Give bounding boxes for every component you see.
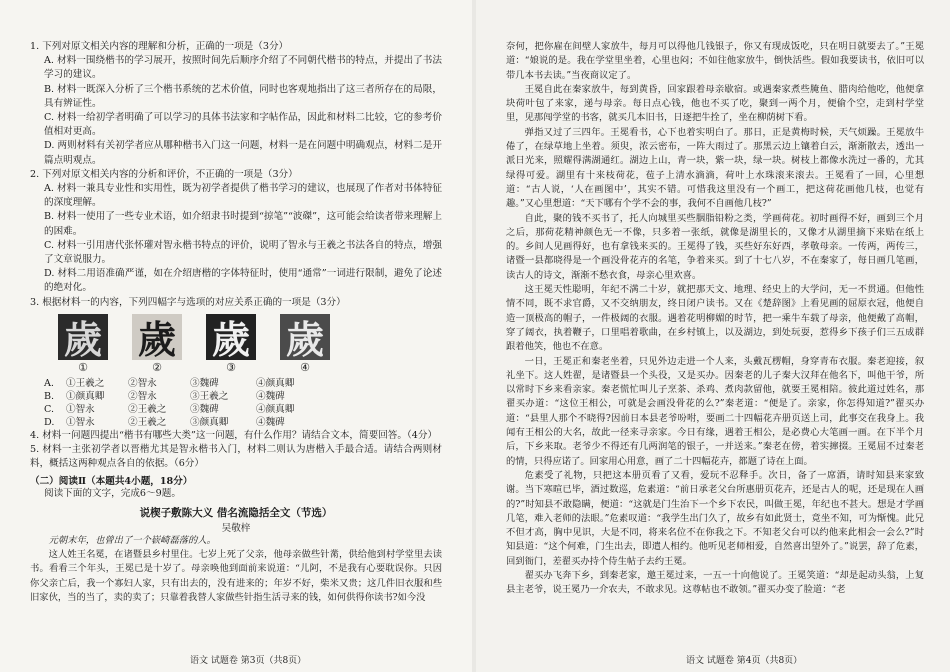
choice-item: ④颜真卿: [256, 403, 295, 415]
question-list: [30, 40, 442, 310]
choice-item: ③王羲之: [190, 390, 229, 402]
question-5: 5. 材料一主张初学者以晋楷尤其是智永楷书入门，材料二则认为唐楷入手最合适。请结合两则材料，概括这两种观点各自的依据。（6分）: [30, 444, 442, 470]
story-paragraph: 弹指又过了三四年。王冕看书，心下也着实明白了。那日，正是黄梅时候，天气烦躁。王冕放牛倦了，在绿草地上坐着。须臾，浓云密布，一阵大雨过了。那黑云边上镶着白云，渐渐散去，透出一派日光来，照耀得满湖通红。湖边上山，青一块，紫一块，绿一块。树枝上都像水洗过一番的，尤其绿得可爱。湖里有十来枝荷花，苞子上清水滴滴，荷叶上水珠滚来滚去。王冕看了一回，心里想道：“古人说，‘人在画图中’，其实不错。可惜我这里没有一个画工，把这荷花画他几枝，也觉有趣。”又心里想道：“天下哪有个学不会的事，我何不自画他几枝?”: [506, 126, 924, 210]
story-paragraph: 这人姓王名冕，在诸暨县乡村里住。七岁上死了父亲，他母亲做些针黹，供给他到村学堂里去读书。看看三个年头，王冕已是十岁了。母亲唤他到面前来说道：“儿阿，不是我有心要耽误你。只因你父亲亡后，我一个寡妇人家，只有出去的，没有进来的；年岁不好，柴米又贵；这几件旧衣服和些旧家伙，当的当了，卖的卖了；只靠着我替人家做些针指生活寻来的钱，如何供得你读书?如今没: [30, 548, 442, 603]
right-page: [476, 0, 950, 672]
choice-letter: A.: [44, 377, 54, 389]
choice-item: ③魏碑: [190, 377, 219, 389]
choice-item: ①颜真卿: [66, 390, 105, 402]
q2-option-a: A. 材料一兼具专业性和实用性，既为初学者提供了楷书学习的建议，也展现了作者对书体特征的深度理解。: [44, 183, 442, 209]
story-paragraph: 奈何，把你雇在间壁人家放牛，每月可以得他几钱银子，你又有现成饭吃，只在明日就要去了。”王冕道：“娘说的是。我在学堂里坐着，心里也闷；不如往他家放牛，倒快活些。假如我要读书，依旧可以带几本书去读。”当夜商议定了。: [506, 41, 924, 81]
q1-option-d: D. 两则材料有关初学者应从哪种楷书入门这一问题，材料一是在问题中明确观点，材料二是开篇点明观点。: [44, 140, 442, 166]
choice-item: ①王羲之: [66, 377, 105, 389]
page-footer-left: 语文 试题卷 第3页（共8页）: [190, 656, 307, 666]
choice-item: ③颜真卿: [190, 416, 229, 428]
choice-item: ④魏碑: [256, 390, 285, 402]
q3-choices: [44, 377, 442, 429]
choice-item: ④颜真卿: [256, 377, 295, 389]
story-paragraph: 这王冕天性聪明，年纪不满二十岁，就把那天文、地理、经史上的大学问，无一不贯通。但他性情不同，既不求官爵，又不交纳朋友，终日闭户读书。又在《楚辞图》上看见画的屈原衣冠，他便自造一顶极高的帽子，一件极阔的衣服。遇着花明柳媚的时节，把一乘牛车载了母亲，他便戴了高帽，穿了阔衣，执着鞭子，口里唱着歌曲，在乡村镇上，以及湖边，到处玩耍，惹得乡下孩子们三五成群跟着他笑，他也不在意。: [506, 284, 924, 353]
q2-option-c: C. 材料一引用唐代张怀瓘对智永楷书特点的评价，说明了智永与王羲之书法各自的特点，增强了文章说服力。: [44, 239, 442, 266]
image-number-2: ②: [152, 360, 162, 374]
calligraphy-image-4: 歲: [280, 314, 330, 360]
choice-item: ②智永: [128, 377, 157, 389]
story-text-left: [30, 534, 442, 605]
calligraphy-number-row: [58, 361, 442, 374]
q3-choice-a: [44, 377, 442, 390]
choice-item: ②王羲之: [128, 416, 167, 428]
story-paragraph: 自此，聚的钱不买书了，托人向城里买些胭脂铅粉之类，学画荷花。初时画得不好，画到三个月之后，那荷花精神颜色无一不像，只多着一张纸，就像是湖里长的，又像才从湖里摘下来贴在纸上的。乡间人见画得好，也有拿钱来买的。王冕得了钱，买些好东好西，孝敬母亲。一传两，两传三，诸暨一县都晓得是一个画没骨花卉的名笔，争着来买。到了十七八岁，不在秦家了，每日画几笔画，读古人的诗文，渐渐不愁衣食，母亲心里欢喜。: [506, 212, 924, 281]
choice-item: ③魏碑: [190, 403, 219, 415]
choice-item: ②智永: [128, 390, 157, 402]
q3-choice-c: [44, 403, 442, 416]
story-paragraph: 翟买办飞奔下乡，到秦老家，邀王冕过来，一五一十向他说了。王冕笑道：“却是起动头翁，上复县主老爷，说王冕乃一介农夫，不敢求见。这尊帖也不敢领。”翟买办变了脸道：“老: [506, 569, 924, 596]
q2-option-b: B. 材料一使用了一些专业术语，如介绍隶书时提到“掠笔”“波磔”，这可能会给读者带来理解上的困难。: [44, 211, 442, 237]
q3-choice-d: [44, 416, 442, 429]
q1-option-b: B. 材料一既深入分析了三个楷书系统的艺术价值，同时也客观地指出了这三者所存在的局限，具有辨证性。: [44, 83, 442, 109]
question-2-stem: 2. 下列对原文相关内容的分析和评价，不正确的一项是（3分）: [30, 168, 298, 180]
story-author: 吴敬梓: [221, 522, 251, 534]
left-page: [0, 0, 472, 672]
image-number-4: ④: [300, 360, 310, 374]
choice-item: ④魏碑: [256, 416, 285, 428]
story-paragraph: 元朝末年，也曾出了一个嵚崎磊落的人。: [48, 534, 216, 546]
story-text-right: [506, 40, 924, 598]
story-paragraph: 王冕自此在秦家放牛，每到黄昏，回家跟着母亲歇宿。或遇秦家煮些腌鱼、腊肉给他吃，他便拿块荷叶包了来家，递与母亲。每日点心钱，他也不买了吃，聚到一两个月，便偷个空，走到村学堂里，见那闯学堂的书客，就买几本旧书，日逐把牛拴了，坐在柳荫树下看。: [506, 83, 924, 124]
story-paragraph: 危素受了礼物，只把这本册页看了又看，爱玩不忍释手。次日，备了一席酒，请时知县来家致谢。当下寒暄已毕，酒过数巡，危素道：“前日承老父台所惠册页花卉，还是古人的呢，还是现在人画的?”时知县不敢隐瞒，便道：“这就是门生治下一个乡下农民，叫做王冕，年纪也不甚大。想是才学画几笔，难入老师的法眼。”危素叹道：“我学生出门久了，故乡有如此贤士，竟坐不知，可为惭愧。此兄不但才高，胸中见识，大是不同，将来名位不在你我之下。不知老父台可以约他来此相会一会么?”时知县道：“这个何难，门生出去，即遣人相约。他听见老师相爱，自然喜出望外了。”说罢，辞了危素，回到衙门，差翟买办持个侍生帖子去约王冕。: [506, 469, 924, 567]
right-column: [506, 40, 924, 598]
short-answer-questions: [30, 429, 442, 472]
choice-letter: D.: [44, 416, 55, 428]
q1-option-a: A. 材料一围绕楷书的学习展开，按照时间先后顺序介绍了不同朝代楷书的特点，并提出了书法学习的建议。: [44, 55, 442, 81]
question-3-stem: 3. 根据材料一的内容，下列四幅字与选项的对应关系正确的一项是（3分）: [30, 296, 346, 308]
section-intro: 阅读下面的文字，完成6～9题。: [44, 488, 181, 500]
question-4: 4. 材料一问题四提出“楷书有哪些大类”这一问题，有什么作用？请结合文本，简要回答。（4分）: [30, 429, 438, 441]
choice-letter: B.: [44, 390, 55, 402]
calligraphy-image-row: [58, 314, 442, 363]
choice-item: ①智永: [66, 403, 95, 415]
section-heading: （二）阅读Ⅱ（本题共4小题，18分）: [30, 476, 193, 488]
left-column: [30, 40, 442, 605]
question-1-stem: 1. 下列对原文相关内容的理解和分析，正确的一项是（3分）: [30, 41, 289, 52]
choice-item: ②王羲之: [128, 403, 167, 415]
choice-item: ①智永: [66, 416, 95, 428]
calligraphy-image-3: 歲: [206, 314, 256, 360]
image-number-1: ①: [78, 360, 88, 374]
q3-choice-b: [44, 390, 442, 403]
page-footer-right: 语文 试题卷 第4页（共8页）: [686, 656, 803, 666]
calligraphy-image-1: 歲: [58, 314, 108, 360]
choice-letter: C.: [44, 403, 55, 415]
story-title: 说楔子敷陈大义 借名流隐括全文（节选）: [139, 506, 333, 519]
story-paragraph: 一日，王冕正和秦老坐着，只见外边走进一个人来，头戴瓦楞帽，身穿青布衣服。秦老迎接，叙礼坐下。这人姓翟，是诸暨县一个头役，又是买办。因秦老的儿子秦大汉拜在他名下，叫他干爷，所以常时下乡来看亲家。秦老慌忙叫儿子烹茶、杀鸡、煮肉款留他，就要王冕相陪。彼此道过姓名，那翟买办道：“这位王相公，可就是会画没骨花的么?”秦老道：“便是了。亲家，你怎得知道?”翟买办道：“县里人那个不晓得?因前日本县老爷吩咐，要画二十四幅花卉册页送上司，此事交在我身上。我闻有王相公的大名，故此一径来寻亲家。今日有缘，遇着王相公，是必费心大笔画一画。在下半个月后，下乡来取。老爷少不得还有几两润笔的银子，一并送来。”秦老在傍，着实撺掇。王冕屈不过秦老的情，只得应诺了。回家用心用意，画了二十四幅花卉，都题了诗在上面。: [506, 355, 924, 467]
image-number-3: ③: [226, 360, 236, 374]
calligraphy-image-2: 歲: [132, 314, 182, 360]
q1-option-c: C. 材料一给初学者明确了可以学习的具体书法家和字帖作品，因此和材料二比较，它的参考价值相对更高。: [44, 112, 442, 138]
q2-option-d: D. 材料二用语准确严谨，如在介绍唐楷的字体特征时，使用“通常”一词进行限制，避免了论述的绝对化。: [44, 268, 442, 294]
